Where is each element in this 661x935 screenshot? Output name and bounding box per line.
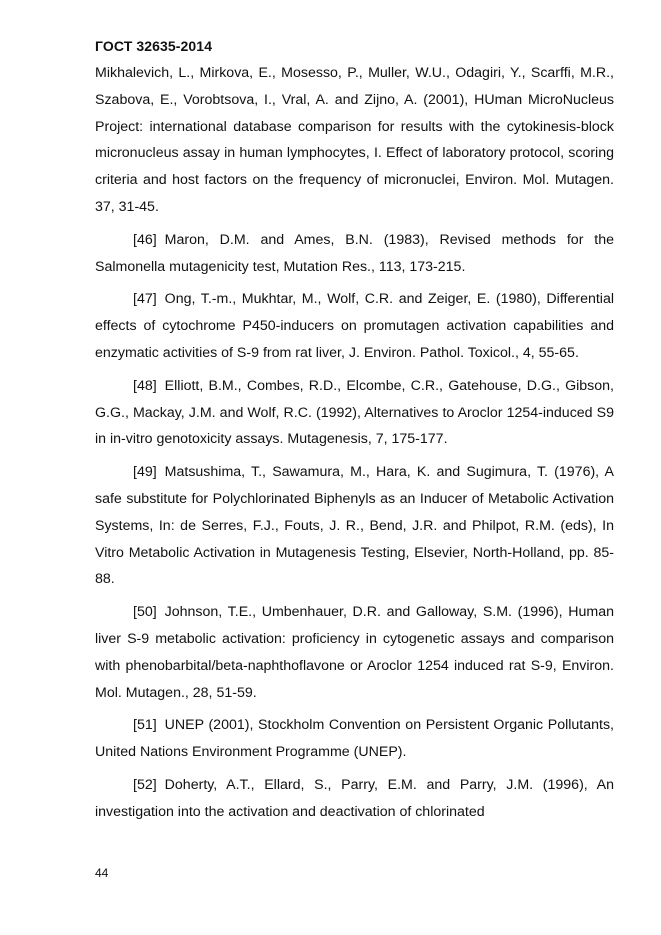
reference-51 [95, 712, 614, 766]
reference-text: Matsushima, T., Sawamura, M., Hara, K. and Sugimura, T. (1976), A safe substitute for Polychlorinated Biphenyls as an Inducer of Metabolic Activation Systems, In: de Serres, F.J., Fouts, J. R., Bend, J.R. and Philpot, R.M. (eds), In Vitro Metabolic Activation in Mutagenesis Testing, Elsevier, North-Holland, pp. 85-88. [95, 464, 614, 588]
references-body [95, 60, 614, 832]
reference-text: UNEP (2001), Stockholm Convention on Persistent Organic Pollutants, United Nations Environment Programme (UNEP). [95, 717, 614, 761]
reference-50 [95, 599, 614, 706]
reference-48 [95, 373, 614, 453]
reference-number: [51] [133, 717, 157, 734]
reference-continuation: Mikhalevich, L., Mirkova, E., Mosesso, P., Muller, W.U., Odagiri, Y., Scarffi, M.R., Szabova, E., Vorobtsova, I., Vral, A. and Zijno, A. (2001), HUman MicroNucleus Project: international database comparison for results with the cytokinesis-block micronucleus assay in human lymphocytes, I. Effect of laboratory protocol, scoring criteria and host factors on the frequency of micronuclei, Environ. Mol. Mutagen. 37, 31-45. [95, 65, 614, 215]
reference-number: [49] [133, 464, 157, 481]
reference-number: [47] [133, 291, 157, 308]
reference-text: Maron, D.M. and Ames, B.N. (1983), Revised methods for the Salmonella mutagenicity test, Mutation Res., 113, 173-215. [95, 231, 614, 275]
standard-header: ГОСТ 32635-2014 [95, 38, 213, 54]
reference-text: Johnson, T.E., Umbenhauer, D.R. and Galloway, S.M. (1996), Human liver S-9 metabolic activation: proficiency in cytogenetic assays and comparison with phenobarbital/beta-naphthoflavone or Aroclor 1254 induced rat S-9, Environ. Mol. Mutagen., 28, 51-59. [95, 604, 614, 701]
reference-number: [46] [133, 231, 157, 248]
reference-47 [95, 286, 614, 366]
reference-text: Elliott, B.M., Combes, R.D., Elcombe, C.R., Gatehouse, D.G., Gibson, G.G., Mackay, J.M. and Wolf, R.C. (1992), Alternatives to Aroclor 1254-induced S9 in in-vitro genotoxicity assays. Mutagenesis, 7, 175-177. [95, 377, 614, 448]
reference-number: [52] [133, 776, 157, 793]
reference-number: [50] [133, 604, 157, 621]
reference-text: Ong, T.-m., Mukhtar, M., Wolf, C.R. and Zeiger, E. (1980), Differential effects of cytochrome P450-inducers on promutagen activation capabilities and enzymatic activities of S-9 from rat liver, J. Environ. Pathol. Toxicol., 4, 55-65. [95, 291, 614, 361]
reference-52 [95, 772, 614, 826]
reference-number: [48] [133, 377, 157, 394]
reference-49 [95, 459, 614, 593]
page-number: 44 [95, 866, 109, 880]
reference-text: Doherty, A.T., Ellard, S., Parry, E.M. and Parry, J.M. (1996), An investigation into the activation and deactivation of chlorinated [95, 776, 614, 820]
reference-46 [95, 227, 614, 281]
